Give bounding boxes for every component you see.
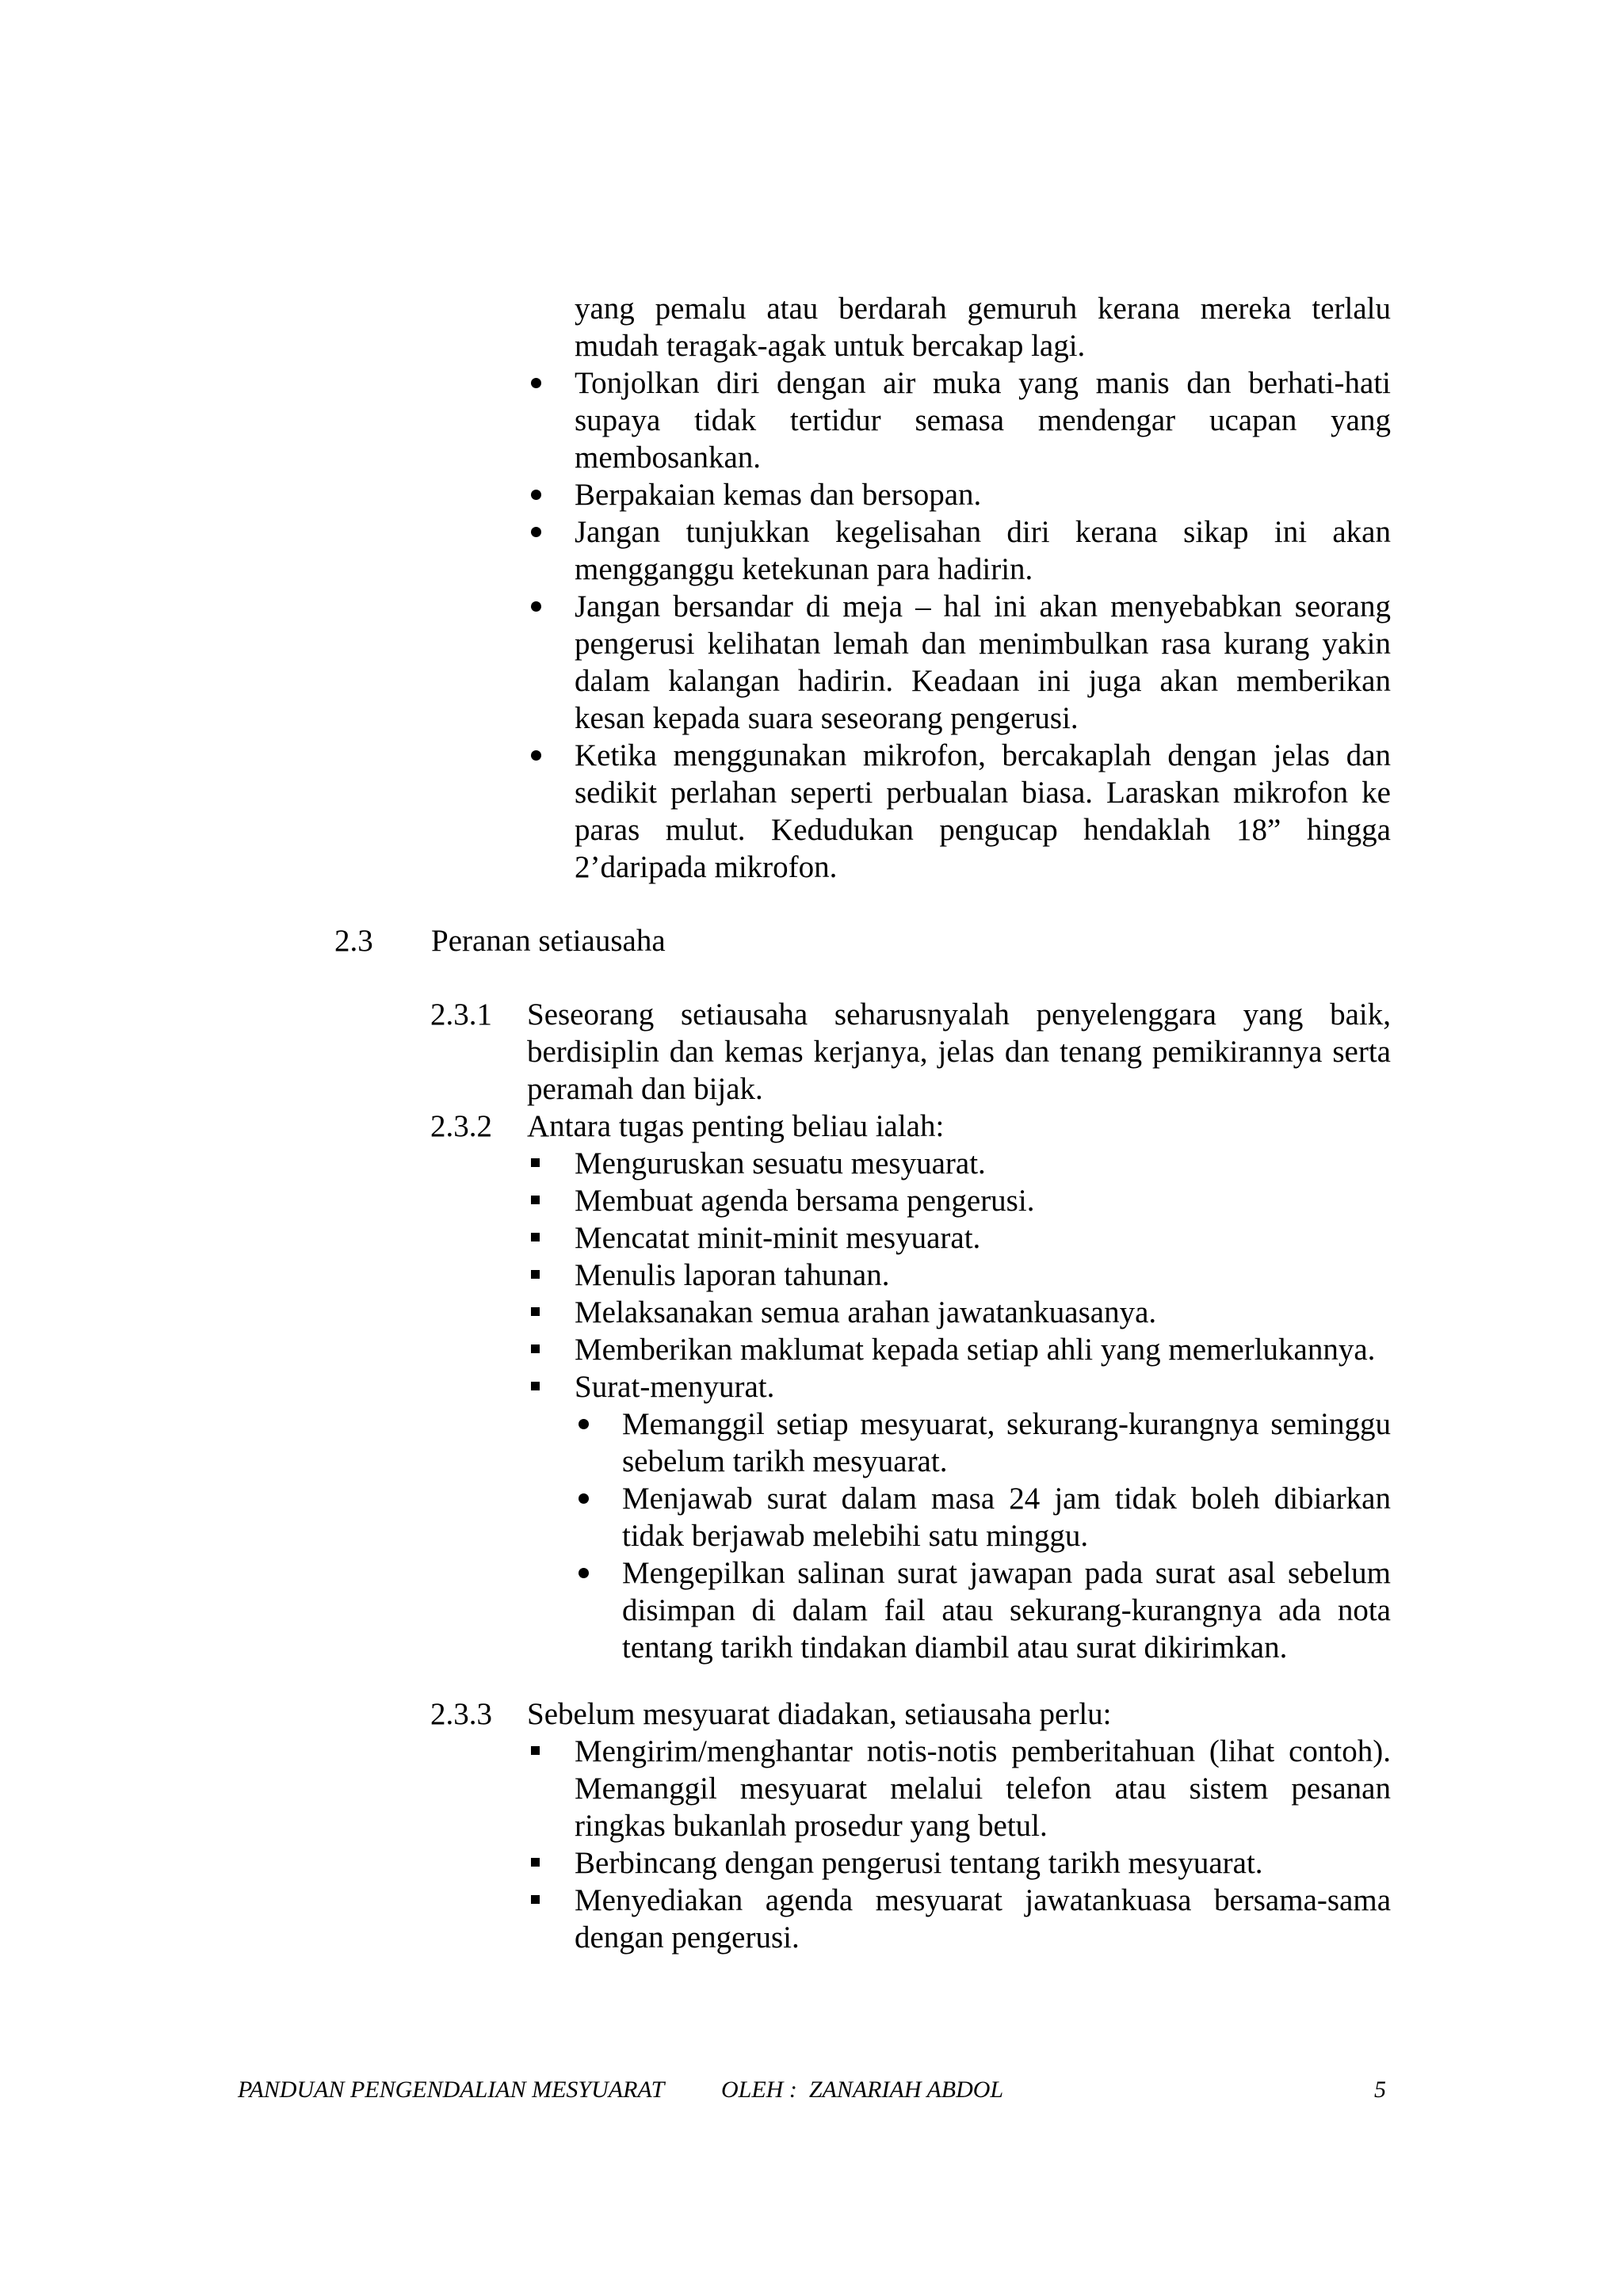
continuation-paragraph: [575, 290, 1391, 364]
list-item: Menyediakan agenda mesyuarat jawatankuasa bersama-sama dengan pengerusi.: [575, 1882, 1391, 1956]
bullet-icon: [579, 1493, 589, 1504]
square-bullet-icon: [531, 1382, 540, 1390]
square-bullet-icon: [531, 1858, 540, 1867]
list-item: Menjawab surat dalam masa 24 jam tidak boleh dibiarkan tidak berjawab melebihi satu minggu.: [622, 1480, 1391, 1554]
list-item: Jangan bersandar di meja – hal ini akan menyebabkan seorang pengerusi kelihatan lemah dan menimbulkan rasa kurang yakin dalam kalangan hadirin. Keadaan ini juga akan memberikan kesan kepada suara seseorang pengerusi.: [575, 588, 1391, 737]
list-item: Surat-menyurat.: [575, 1368, 1391, 1405]
continuation-text: yang pemalu atau berdarah gemuruh kerana mereka terlalu mudah teragak-agak untuk bercakap lagi.: [575, 292, 1391, 363]
duties-list: [575, 1145, 1391, 1666]
top-bullet-list: [575, 290, 1391, 886]
bullet-icon: [531, 378, 541, 388]
square-bullet-icon: [531, 1158, 540, 1167]
bullet-icon: [531, 750, 541, 761]
subsection-number: 2.3.1: [430, 997, 492, 1032]
list-item: Jangan tunjukkan kegelisahan diri kerana sikap ini akan mengganggu ketekunan para hadirin.: [575, 513, 1391, 588]
bullet-icon: [579, 1568, 589, 1578]
subsection-number: 2.3.2: [430, 1109, 492, 1143]
footer-author: OLEH : ZANARIAH ABDOL: [721, 2077, 1004, 2103]
bullet-icon: [531, 601, 541, 612]
correspondence-sublist: [622, 1405, 1391, 1666]
subsection-2-3-3: [430, 1695, 1391, 1956]
square-bullet-icon: [531, 1270, 540, 1279]
list-item: Membuat agenda bersama pengerusi.: [575, 1182, 1391, 1219]
subsection-text: Antara tugas penting beliau ialah:: [527, 1109, 945, 1143]
square-bullet-icon: [531, 1895, 540, 1904]
subsection-text: Sebelum mesyuarat diadakan, setiausaha perlu:: [527, 1697, 1112, 1731]
list-item: Menguruskan sesuatu mesyuarat.: [575, 1145, 1391, 1182]
square-bullet-icon: [531, 1344, 540, 1353]
footer-title: PANDUAN PENGENDALIAN MESYUARAT: [238, 2077, 665, 2103]
list-item: Memberikan maklumat kepada setiap ahli yang memerlukannya.: [575, 1331, 1391, 1368]
square-bullet-icon: [531, 1307, 540, 1316]
square-bullet-icon: [531, 1746, 540, 1755]
list-item: Memanggil setiap mesyuarat, sekurang-kurangnya seminggu sebelum tarikh mesyuarat.: [622, 1405, 1391, 1480]
list-item: Melaksanakan semua arahan jawatankuasanya.: [575, 1294, 1391, 1331]
list-item: Ketika menggunakan mikrofon, bercakaplah dengan jelas dan sedikit perlahan seperti perbualan biasa. Laraskan mikrofon ke paras mulut. Kedudukan pengucap hendaklah 18” hingga 2’daripada mikrofon.: [575, 737, 1391, 886]
section-title: Peranan setiausaha: [431, 924, 666, 958]
list-item: Berbincang dengan pengerusi tentang tarikh mesyuarat.: [575, 1844, 1391, 1882]
preparation-list: [575, 1733, 1391, 1956]
subsection-number: 2.3.3: [430, 1697, 492, 1731]
page-number: 5: [1374, 2077, 1386, 2103]
bullet-icon: [579, 1419, 589, 1429]
subsection-text: Seseorang setiausaha seharusnyalah penyelenggara yang baik, berdisiplin dan kemas kerjanya, jelas dan tenang pemikirannya serta peramah dan bijak.: [527, 997, 1391, 1106]
square-bullet-icon: [531, 1233, 540, 1241]
section-number: 2.3: [334, 924, 373, 958]
list-item: Mencatat minit-minit mesyuarat.: [575, 1219, 1391, 1257]
list-item: Mengirim/menghantar notis-notis pemberitahuan (lihat contoh). Memanggil mesyuarat melalui telefon atau sistem pesanan ringkas bukanlah prosedur yang betul.: [575, 1733, 1391, 1844]
bullet-icon: [531, 527, 541, 537]
list-item: Tonjolkan diri dengan air muka yang manis dan berhati-hati supaya tidak tertidur semasa mendengar ucapan yang membosankan.: [575, 364, 1391, 476]
list-item: Menulis laporan tahunan.: [575, 1257, 1391, 1294]
subsection-2-3-1: [430, 996, 1391, 1108]
list-item: Berpakaian kemas dan bersopan.: [575, 476, 1391, 513]
list-item: Mengepilkan salinan surat jawapan pada surat asal sebelum disimpan di dalam fail atau sekurang-kurangnya ada nota tentang tarikh tindakan diambil atau surat dikirimkan.: [622, 1554, 1391, 1666]
bullet-icon: [531, 490, 541, 500]
square-bullet-icon: [531, 1196, 540, 1204]
subsection-2-3-2: [430, 1108, 1391, 1666]
